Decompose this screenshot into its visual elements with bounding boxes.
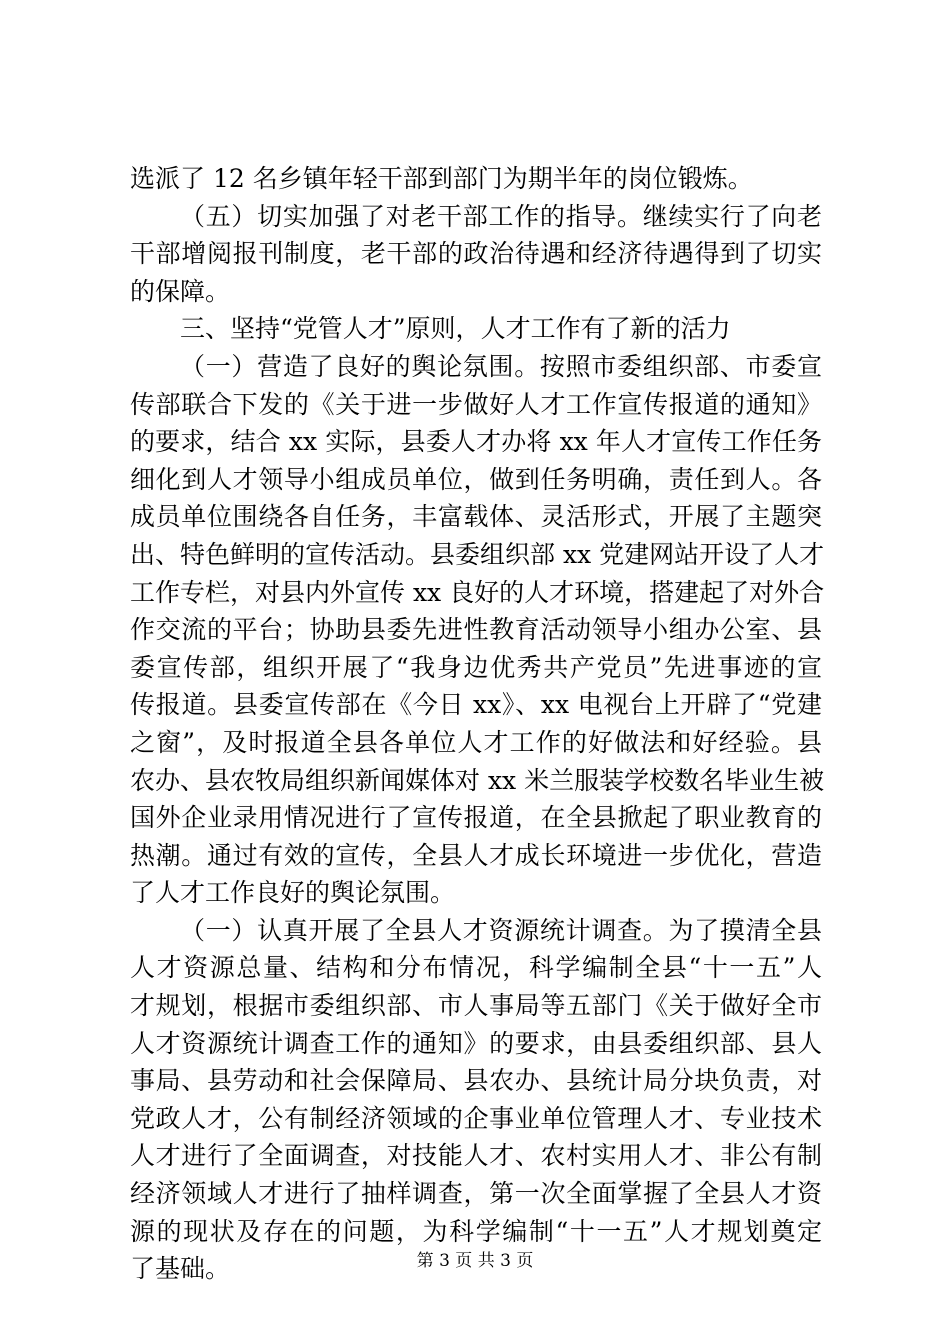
page-number-label: 第 3 页 共 3 页 [416, 1251, 534, 1271]
paragraph-line: 传报道。县委宣传部在《今日 xx》、xx 电视台上开辟了“党建 [130, 690, 822, 720]
paragraph-line: 选派了 12 名乡镇年轻干部到部门为期半年的岗位锻炼。 [130, 164, 753, 193]
paragraph-line: 了基础。 [130, 1254, 231, 1284]
paragraph-line: 党政人才，公有制经济领域的企事业单位管理人才、专业技术 [130, 1103, 822, 1133]
page-footer [0, 1246, 950, 1271]
paragraph-line: 成员单位围绕各自任务，丰富载体、灵活形式，开展了主题突 [130, 502, 822, 532]
paragraph-line: （五）切实加强了对老干部工作的指导。继续实行了向老 [180, 201, 822, 231]
paragraph-line: 委宣传部，组织开展了“我身边优秀共产党员”先进事迹的宣 [130, 652, 822, 682]
paragraph-line: 人才资源总量、结构和分布情况，科学编制全县“十一五”人 [130, 953, 822, 983]
paragraph-line: 事局、县劳动和社会保障局、县农办、县统计局分块负责，对 [130, 1066, 822, 1096]
paragraph-line: 热潮。通过有效的宣传，全县人才成长环境进一步优化，营造 [130, 840, 822, 870]
paragraph-line: 农办、县农牧局组织新闻媒体对 xx 米兰服装学校数名毕业生被 [130, 765, 825, 795]
paragraph-line: 出、特色鲜明的宣传活动。县委组织部 xx 党建网站开设了人才 [130, 539, 825, 569]
paragraph-line: 人才资源统计调查工作的通知》的要求，由县委组织部、县人 [130, 1028, 822, 1058]
paragraph-line: 工作专栏，对县内外宣传 xx 良好的人才环境，搭建起了对外合 [130, 577, 825, 607]
paragraph-line: 传部联合下发的《关于进一步做好人才工作宣传报道的通知》 [130, 389, 822, 419]
paragraph-line: 国外企业录用情况进行了宣传报道，在全县掀起了职业教育的 [130, 803, 822, 833]
paragraph-line: 人才进行了全面调查，对技能人才、农村实用人才、非公有制 [130, 1141, 822, 1171]
paragraph-line: 的保障。 [130, 276, 231, 306]
paragraph-line: （一）认真开展了全县人才资源统计调查。为了摸清全县 [180, 915, 822, 945]
paragraph-line: （一）营造了良好的舆论氛围。按照市委组织部、市委宣 [180, 351, 822, 381]
paragraph-line: 才规划，根据市委组织部、市人事局等五部门《关于做好全市 [130, 991, 822, 1021]
paragraph-line: 经济领域人才进行了抽样调查，第一次全面掌握了全县人才资 [130, 1179, 822, 1209]
paragraph-line: 干部增阅报刊制度，老干部的政治待遇和经济待遇得到了切实 [130, 239, 822, 269]
paragraph-line: 细化到人才领导小组成员单位，做到任务明确，责任到人。各 [130, 464, 822, 494]
paragraph-line: 源的现状及存在的问题，为科学编制“十一五”人才规划奠定 [130, 1216, 822, 1246]
paragraph-line: 了人才工作良好的舆论氛围。 [130, 878, 456, 908]
document-body [130, 160, 825, 1288]
paragraph-line: 之窗”，及时报道全县各单位人才工作的好做法和好经验。县 [130, 727, 822, 757]
paragraph-line: 的要求，结合 xx 实际，县委人才办将 xx 年人才宣传工作任务 [130, 427, 822, 457]
paragraph-line: 作交流的平台；协助县委先进性教育活动领导小组办公室、县 [130, 615, 822, 645]
section-heading: 三、坚持“党管人才”原则，人才工作有了新的活力 [180, 314, 731, 344]
